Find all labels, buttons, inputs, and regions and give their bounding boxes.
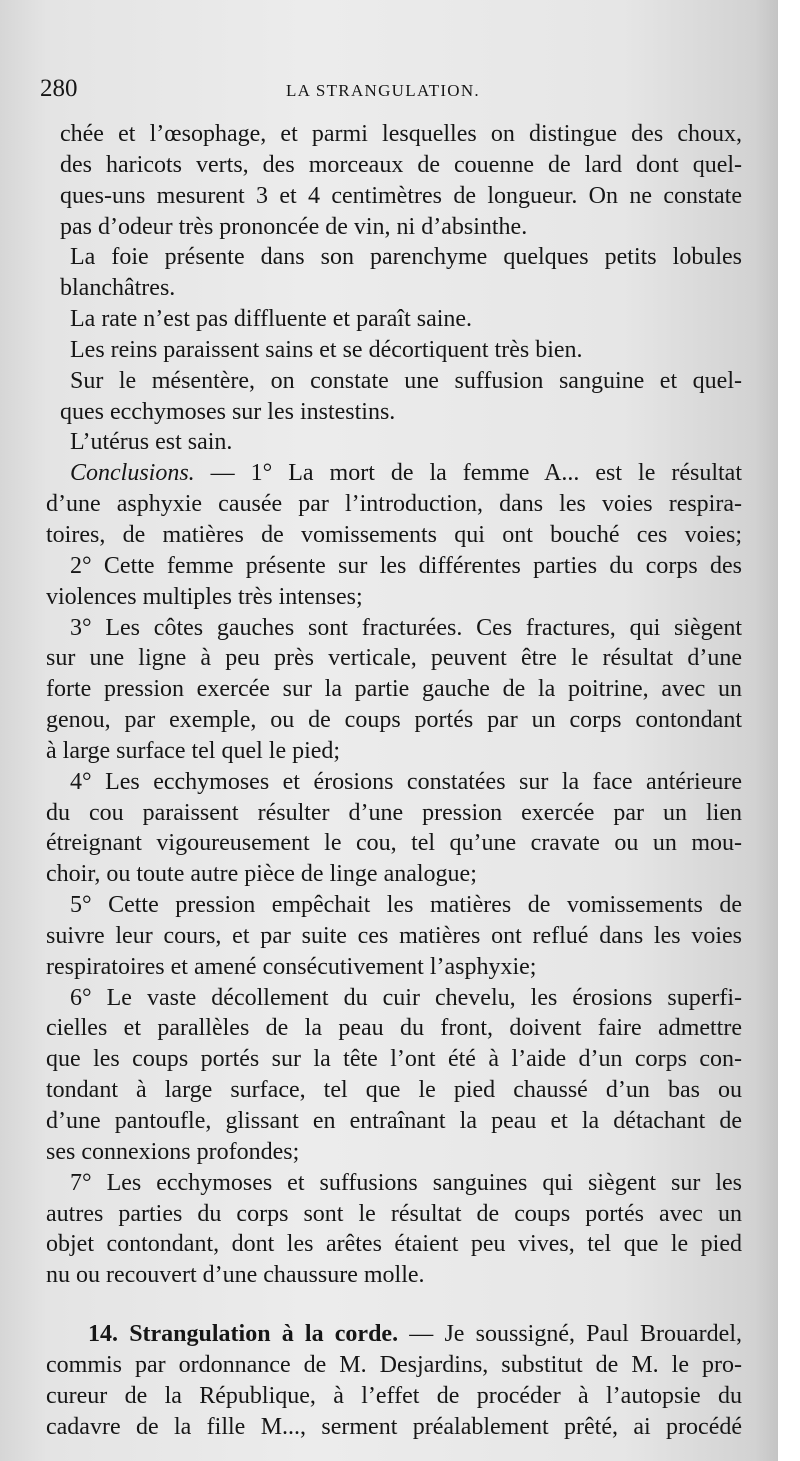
running-title: LA STRANGULATION. bbox=[286, 81, 480, 100]
text-line: chée et l’œsophage, et parmi lesquelles on distingue des choux, bbox=[60, 121, 742, 147]
text-line: violences multiples très intenses; bbox=[46, 583, 363, 610]
text-line: autres parties du corps sont le résultat de coups portés avec un bbox=[46, 1200, 742, 1227]
text-line: cureur de la République, à l’effet de procéder à l’autopsie du bbox=[46, 1382, 742, 1409]
text-line: toires, de matières de vomissements qui ont bouché ces voies; bbox=[46, 521, 742, 548]
page-margin bbox=[778, 0, 800, 1461]
text-line: du cou paraissent résulter d’une pression exercée par un lien bbox=[46, 799, 742, 826]
text-line: respiratoires et amené consécutivement l’asphyxie; bbox=[46, 953, 537, 980]
text-line: étreignant vigoureusement le cou, tel qu’une cravate ou un mou- bbox=[46, 830, 742, 857]
conclusions-text: — 1° La mort de la femme A... est le résultat bbox=[210, 460, 742, 487]
section-text: — Je soussigné, Paul Brouardel, bbox=[409, 1321, 742, 1348]
text-line: blanchâtres. bbox=[60, 275, 176, 302]
page-number: 280 bbox=[40, 75, 78, 102]
text-line: cadavre de la fille M..., serment préalablement prêté, ai procédé bbox=[46, 1413, 742, 1440]
text-line: 5° Cette pression empêchait les matières de vomissements de bbox=[70, 892, 742, 919]
text-line: commis par ordonnance de M. Desjardins, substitut de M. le pro- bbox=[46, 1351, 742, 1378]
text-line: nu ou recouvert d’une chaussure molle. bbox=[46, 1262, 425, 1289]
text-line: L’utérus est sain. bbox=[70, 429, 233, 456]
text-line: suivre leur cours, et par suite ces matières ont reflué dans les voies bbox=[46, 922, 742, 949]
body-text bbox=[46, 119, 742, 1442]
text-line: des haricots verts, des morceaux de couenne de lard dont quel- bbox=[60, 151, 742, 178]
text-line: cielles et parallèles de la peau du front, doivent faire admettre bbox=[46, 1015, 742, 1042]
text-line: 4° Les ecchymoses et érosions constatées sur la face antérieure bbox=[70, 768, 742, 795]
text-line: 7° Les ecchymoses et suffusions sanguines qui siègent sur les bbox=[70, 1169, 742, 1196]
section-number: 14. bbox=[88, 1321, 118, 1348]
text-line: ques ecchymoses sur les instestins. bbox=[60, 398, 396, 425]
text-line: pas d’odeur très prononcée de vin, ni d’absinthe. bbox=[60, 213, 528, 240]
conclusions-label: Conclusions. bbox=[70, 460, 195, 487]
text-line: La foie présente dans son parenchyme quelques petits lobules bbox=[70, 244, 742, 271]
text-line: sur une ligne à peu près verticale, peuvent être le résultat d’une bbox=[46, 645, 742, 672]
text-line: que les coups portés sur la tête l’ont été à l’aide d’un corps con- bbox=[46, 1046, 742, 1073]
section-heading-line bbox=[46, 1319, 742, 1350]
conclusions-line bbox=[46, 458, 742, 489]
text-line: 3° Les côtes gauches sont fracturées. Ces fractures, qui siègent bbox=[70, 614, 742, 641]
text-line: d’une asphyxie causée par l’introduction, dans les voies respira- bbox=[46, 491, 742, 518]
text-line: 2° Cette femme présente sur les différentes parties du corps des bbox=[70, 552, 742, 579]
text-line: ses connexions profondes; bbox=[46, 1138, 300, 1165]
text-line: ques-uns mesurent 3 et 4 centimètres de longueur. On ne constate bbox=[60, 182, 742, 209]
section-gap bbox=[46, 1291, 742, 1319]
text-line: Sur le mésentère, on constate une suffusion sanguine et quel- bbox=[70, 367, 742, 394]
text-line: forte pression exercée sur la partie gauche de la poitrine, avec un bbox=[46, 676, 742, 703]
text-line: objet contondant, dont les arêtes étaient peu vives, tel que le pied bbox=[46, 1231, 742, 1258]
text-line: choir, ou toute autre pièce de linge analogue; bbox=[46, 861, 477, 888]
text-line: d’une pantoufle, glissant en entraînant la peau et la détachant de bbox=[46, 1108, 742, 1134]
text-line: à large surface tel quel le pied; bbox=[46, 737, 341, 764]
running-head bbox=[40, 70, 720, 108]
text-line: 6° Le vaste décollement du cuir chevelu, les érosions superfi- bbox=[70, 984, 742, 1011]
text-line: La rate n’est pas diffluente et paraît saine. bbox=[70, 306, 473, 333]
text-line: Les reins paraissent sains et se décortiquent très bien. bbox=[70, 336, 583, 363]
text-line: genou, par exemple, ou de coups portés par un corps contondant bbox=[46, 707, 742, 734]
section-title: Strangulation à la corde. bbox=[129, 1321, 399, 1348]
text-line: tondant à large surface, tel que le pied chaussé d’un bas ou bbox=[46, 1077, 742, 1104]
